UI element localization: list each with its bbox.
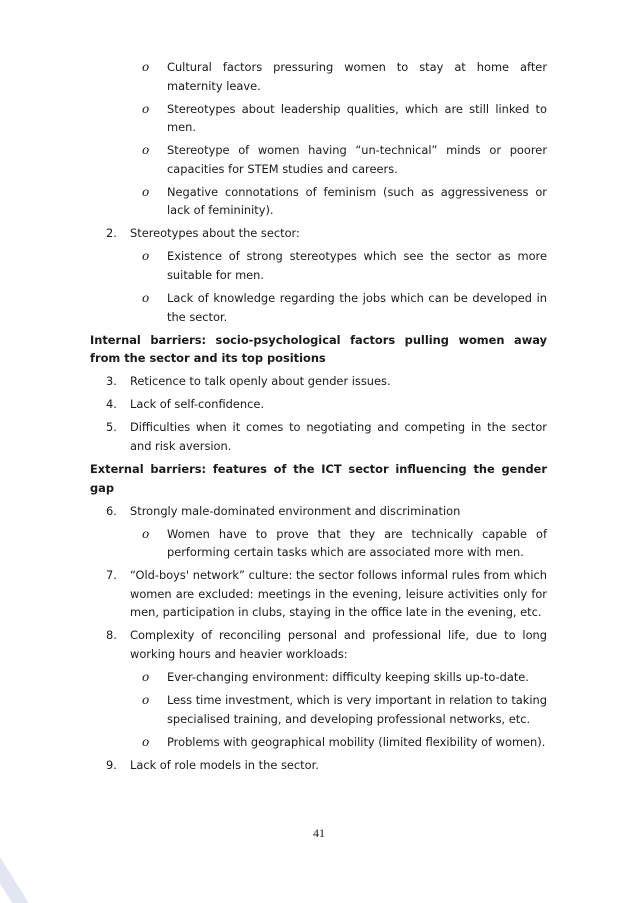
bullet-marker: o [142,60,150,74]
item-text: “Old-boys' network” culture: the sector follows informal rules from which women are excluded: meetings in the evening, leisure activities only for men, participation in clubs, staying in the office late in the evening, etc. [130,568,547,620]
numbered-item [90,418,547,455]
bullet-marker: o [142,143,150,158]
sub-bullet-text: Stereotype of women having “un-technical” minds or poorer capacities for STEM studies and careers. [167,143,547,176]
sub-bullet-item [90,733,547,752]
bullet-marker: o [142,249,150,264]
sub-bullet-item [90,100,547,137]
numbered-item [90,502,547,521]
sub-bullet-item [90,668,547,687]
sub-bullet-item [90,247,547,284]
bullet-marker: o [142,734,150,749]
sub-bullet-text: Problems with geographical mobility (limited flexibility of women). [167,734,546,749]
section-heading: Internal barriers: socio-psychological factors pulling women away from the sector and its top positions [90,332,547,366]
sub-bullet-text: Negative connotations of feminism (such as aggressiveness or lack of femininity). [167,184,547,218]
sub-bullet-item [90,58,547,95]
sub-bullet-text: Existence of strong stereotypes which see the sector as more suitable for men. [167,249,547,282]
bullet-marker: o [142,693,150,708]
item-text: Reticence to talk openly about gender issues. [130,374,391,389]
item-number: 9. [106,757,117,772]
sub-bullet-text: Less time investment, which is very important in relation to taking specialised training, and developing professional networks, etc. [167,693,547,726]
sub-bullet-text: Ever-changing environment: difficulty keeping skills up-to-date. [167,670,529,684]
bullet-marker: o [142,670,150,684]
sub-bullet-text: Cultural factors pressuring women to stay at home after maternity leave. [167,60,547,93]
sub-bullet-item [90,289,547,326]
item-number: 2. [106,226,117,241]
bullet-marker: o [142,291,150,306]
item-text: Lack of self-confidence. [130,397,264,412]
sub-bullet-text: Lack of knowledge regarding the jobs which can be developed in the sector. [167,291,547,324]
item-text: Stereotypes about the sector: [130,226,300,241]
numbered-item [90,756,547,775]
item-number: 4. [106,397,117,412]
item-text: Lack of role models in the sector. [130,757,319,772]
numbered-item [90,626,547,663]
sub-bullet-item [90,525,547,562]
numbered-item [90,224,547,243]
sub-bullet-item [90,183,547,220]
item-text: Strongly male-dominated environment and discrimination [130,503,461,518]
item-text: Complexity of reconciling personal and professional life, due to long working hours and heavier workloads: [130,628,547,661]
sub-bullet-item [90,141,547,178]
bullet-marker: o [142,526,150,541]
page-number: 41 [313,826,325,840]
numbered-item [90,395,547,414]
page-content [90,58,547,779]
item-text: Difficulties when it comes to negotiating and competing in the sector and risk aversion. [130,420,547,453]
item-number: 3. [106,374,117,389]
sub-bullet-item [90,691,547,728]
section-heading: External barriers: features of the ICT sector influencing the gender gap [90,462,547,495]
sub-bullet-text: Women have to prove that they are technically capable of performing certain tasks which are associated more with men. [167,526,547,560]
item-number: 5. [106,420,117,435]
bullet-marker: o [142,101,150,116]
bullet-marker: o [142,184,150,199]
numbered-item [90,566,547,622]
numbered-item [90,372,547,391]
item-number: 6. [106,503,117,518]
item-number: 8. [106,628,117,643]
sub-bullet-text: Stereotypes about leadership qualities, which are still linked to men. [167,101,547,135]
item-number: 7. [106,568,117,583]
